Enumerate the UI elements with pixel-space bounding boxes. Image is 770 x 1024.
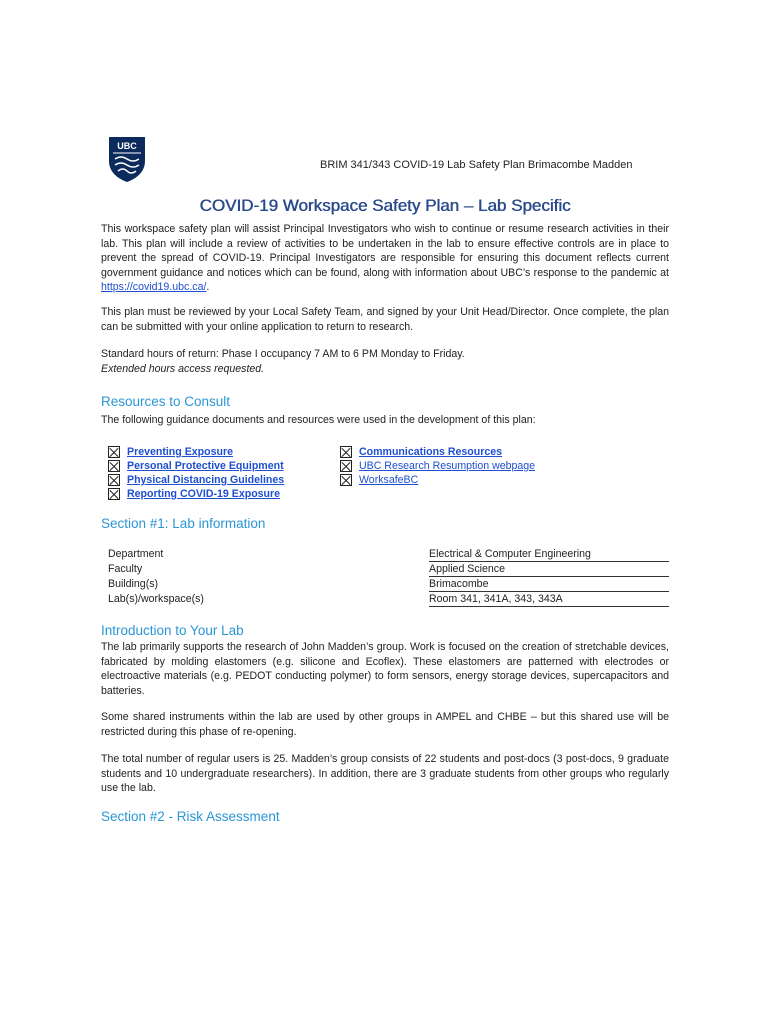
info-label: Building(s)	[108, 578, 159, 590]
resource-item[interactable]	[340, 446, 502, 458]
page-title: COVID-19 Workspace Safety Plan – Lab Specific	[199, 196, 571, 215]
resource-link[interactable]: Communications Resources	[359, 446, 503, 458]
resources-lead: The following guidance documents and resources were used in the development of this plan:	[101, 414, 536, 426]
resource-item[interactable]	[340, 474, 418, 486]
intro-paragraph-1-text: This workspace safety plan will assist Principal Investigators who wish to continue or resume research activities in their lab. This plan will include a review of activities to be undertaken in the lab to ensure effective controls are in place to prevent the spread of COVID-19. Principal Investigators are responsible for ensuring this document reflects current government guidance and notices which can be found, along with information about UBC’s response to the pandemic at	[101, 223, 669, 279]
resource-link[interactable]: Physical Distancing Guidelines	[127, 474, 285, 486]
resource-link[interactable]: Personal Protective Equipment	[127, 460, 284, 472]
info-label: Department	[108, 548, 164, 560]
info-value: Electrical & Computer Engineering	[429, 548, 669, 562]
resource-link[interactable]: Reporting COVID-19 Exposure	[127, 488, 281, 500]
info-label: Lab(s)/workspace(s)	[108, 593, 204, 605]
extended-hours: Extended hours access requested.	[101, 363, 265, 375]
intro-lab-paragraph-3: The total number of regular users is 25. Madden’s group consists of 22 students and post-docs (3 post-docs, 9 graduate students and 10 undergraduate researchers). In addition, there are 3 graduate students from other groups who regularly use the lab.	[101, 753, 669, 794]
intro-paragraph-2: This plan must be reviewed by your Local Safety Team, and signed by your Unit Head/Director. Once complete, the plan can be submitted with your online application to return to research.	[101, 306, 669, 333]
resource-item[interactable]	[108, 474, 284, 486]
resource-item[interactable]	[108, 460, 284, 472]
info-label: Faculty	[108, 563, 143, 575]
info-value: Brimacombe	[429, 578, 669, 592]
logo-text: UBC	[117, 141, 137, 151]
checkbox-checked-icon[interactable]	[340, 460, 352, 472]
intro-lab-paragraph-1: The lab primarily supports the research of John Madden’s group. Work is focused on the creation of stretchable devices, fabricated by molding elastomers (e.g. silicone and Ecoflex). These elastomers are patterned with electrodes or electroactive materials (e.g. PEDOT conducting polymer) to form sensors, energy storage devices, supercapacitors and batteries.	[101, 641, 669, 697]
ubc-logo	[107, 135, 147, 183]
checkbox-checked-icon[interactable]	[108, 474, 120, 486]
resource-link[interactable]: Preventing Exposure	[127, 446, 233, 458]
resource-link[interactable]: WorksafeBC	[359, 474, 419, 486]
covid-link[interactable]: https://covid19.ubc.ca/	[101, 281, 207, 293]
resources-heading: Resources to Consult	[101, 394, 231, 409]
checkbox-checked-icon[interactable]	[108, 488, 120, 500]
info-value: Applied Science	[429, 563, 669, 577]
standard-hours: Standard hours of return: Phase I occupancy 7 AM to 6 PM Monday to Friday.	[101, 348, 465, 360]
resource-item[interactable]	[108, 488, 280, 500]
checkbox-checked-icon[interactable]	[340, 446, 352, 458]
resource-item[interactable]	[340, 460, 535, 472]
document-reference: BRIM 341/343 COVID-19 Lab Safety Plan Brimacombe Madden	[320, 159, 633, 171]
checkbox-checked-icon[interactable]	[108, 460, 120, 472]
intro-paragraph-1-end: .	[206, 281, 210, 293]
checkbox-checked-icon[interactable]	[340, 474, 352, 486]
intro-lab-paragraph-2: Some shared instruments within the lab are used by other groups in AMPEL and CHBE – but this shared use will be restricted during this phase of re-opening.	[101, 711, 669, 738]
resource-link[interactable]: UBC Research Resumption webpage	[359, 460, 536, 472]
section-2-heading: Section #2 - Risk Assessment	[101, 809, 280, 824]
info-value: Room 341, 341A, 343, 343A	[429, 593, 669, 607]
intro-lab-heading: Introduction to Your Lab	[101, 623, 244, 638]
section-1-heading: Section #1: Lab information	[101, 516, 266, 531]
intro-paragraph-1	[101, 222, 669, 295]
resource-item[interactable]	[108, 446, 233, 458]
checkbox-checked-icon[interactable]	[108, 446, 120, 458]
